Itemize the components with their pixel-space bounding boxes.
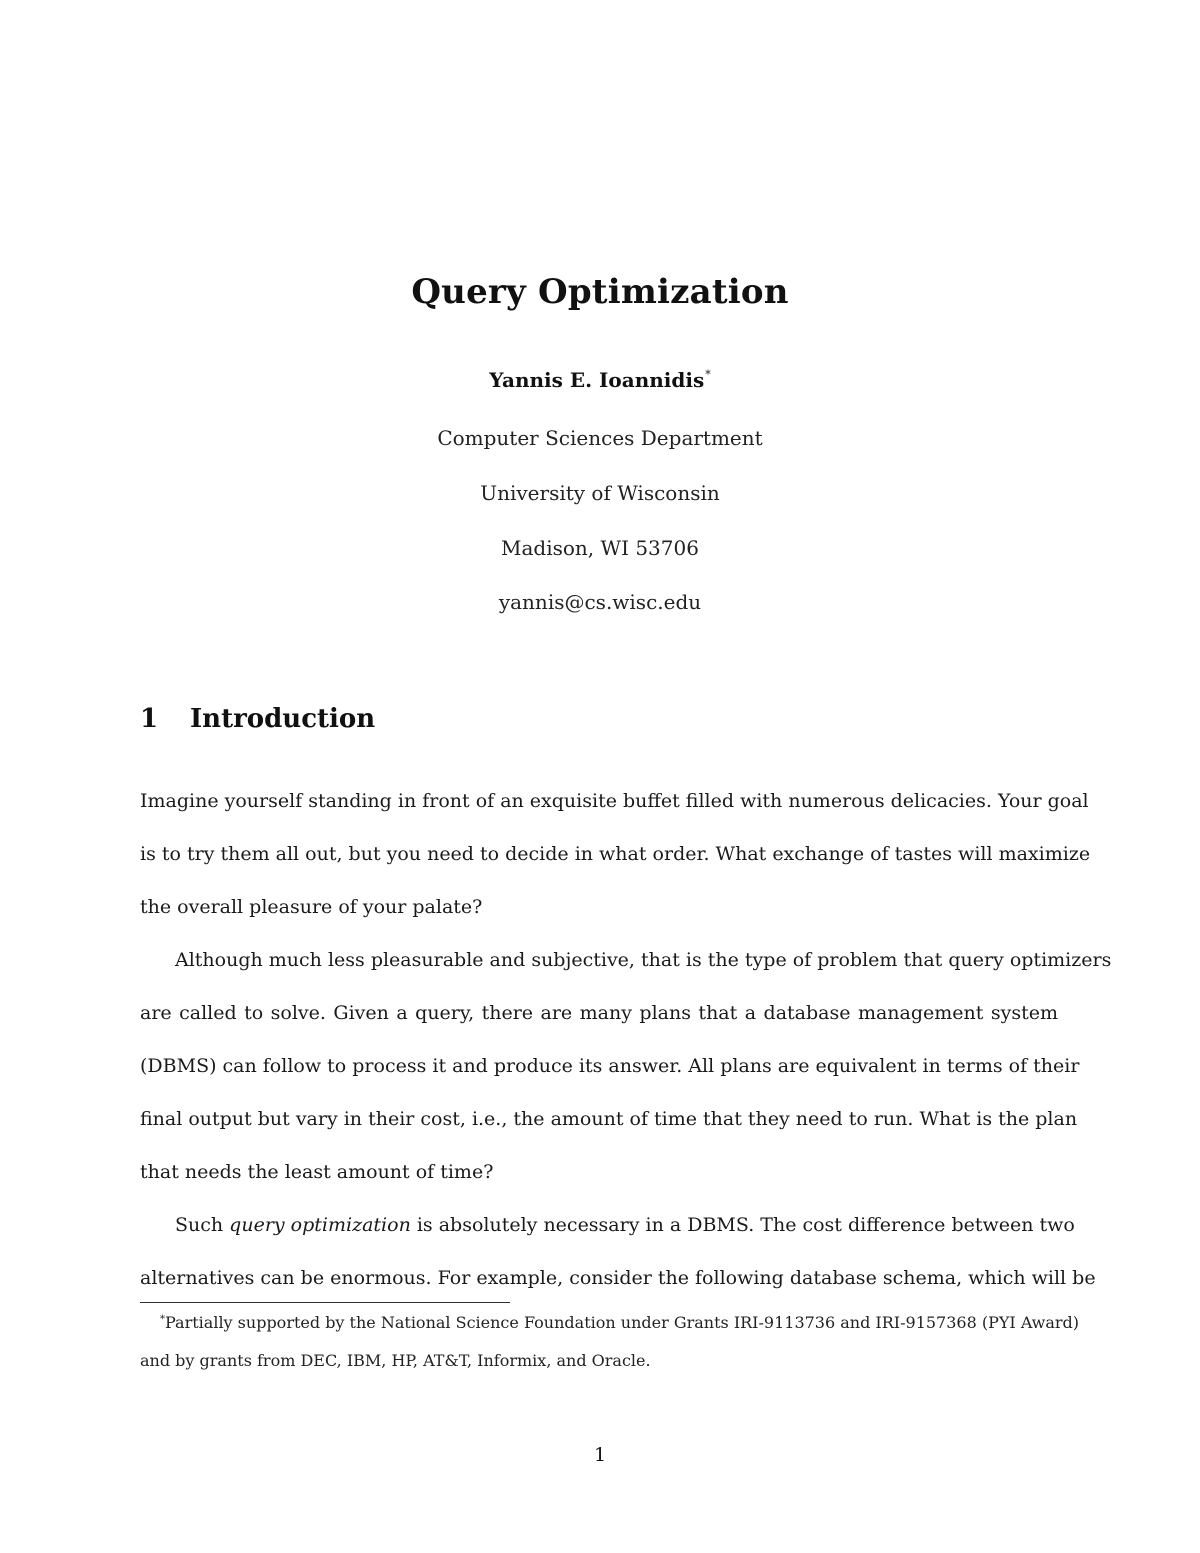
author-name-line [0,368,1200,392]
author-name: Yannis E. Ioannidis [489,368,705,392]
paragraph-2-line-4: final output but vary in their cost, i.e., the amount of time that they need to run. What is the plan [140,1108,1078,1130]
page-number: 1 [593,1444,607,1466]
paragraph-1-line-1: Imagine yourself standing in front of an exquisite buffet filled with numerous delicacies. Your goal [140,790,1089,812]
affiliation-department: Computer Sciences Department [437,426,763,450]
paragraph-2-line-5: that needs the least amount of time? [140,1161,494,1183]
paragraph-2-line-3: (DBMS) can follow to process it and produce its answer. All plans are equivalent in terms of their [140,1055,1080,1077]
section-heading [140,704,375,734]
footnote-text-1: Partially supported by the National Science Foundation under Grants IRI-9113736 and IRI-9157368 (PYI Award) [165,1313,1080,1332]
footnote-line-2: and by grants from DEC, IBM, HP, AT&T, Informix, and Oracle. [140,1351,651,1370]
affiliation-address: Madison, WI 53706 [501,536,699,560]
affiliation-email: yannis@cs.wisc.edu [498,590,702,614]
section-number: 1 [140,704,159,734]
paper-title: Query Optimization [411,272,789,312]
footnote-rule [140,1302,510,1303]
footnote-mark: * [160,1314,165,1325]
paragraph-1-line-2: is to try them all out, but you need to decide in what order. What exchange of tastes will maximize [140,843,1091,865]
paragraph-3-suffix: is absolutely necessary in a DBMS. The cost difference between two [410,1214,1075,1236]
footnote-line-1 [160,1310,1080,1333]
paragraph-2-line-2: are called to solve. Given a query, there are many plans that a database management system [140,1002,1058,1024]
paragraph-1-line-3: the overall pleasure of your palate? [140,896,483,918]
paragraph-3-emphasis: query optimization [229,1214,411,1236]
paragraph-3-line-2: alternatives can be enormous. For example, consider the following database schema, which will be [140,1267,1096,1289]
paragraph-3-prefix: Such [175,1214,230,1236]
section-title: Introduction [190,704,376,734]
paragraph-3-line-1 [175,1214,1075,1236]
author-footnote-mark: * [705,368,711,381]
paragraph-2-line-1: Although much less pleasurable and subjective, that is the type of problem that query optimizers [175,949,1112,971]
affiliation-university: University of Wisconsin [480,481,720,505]
